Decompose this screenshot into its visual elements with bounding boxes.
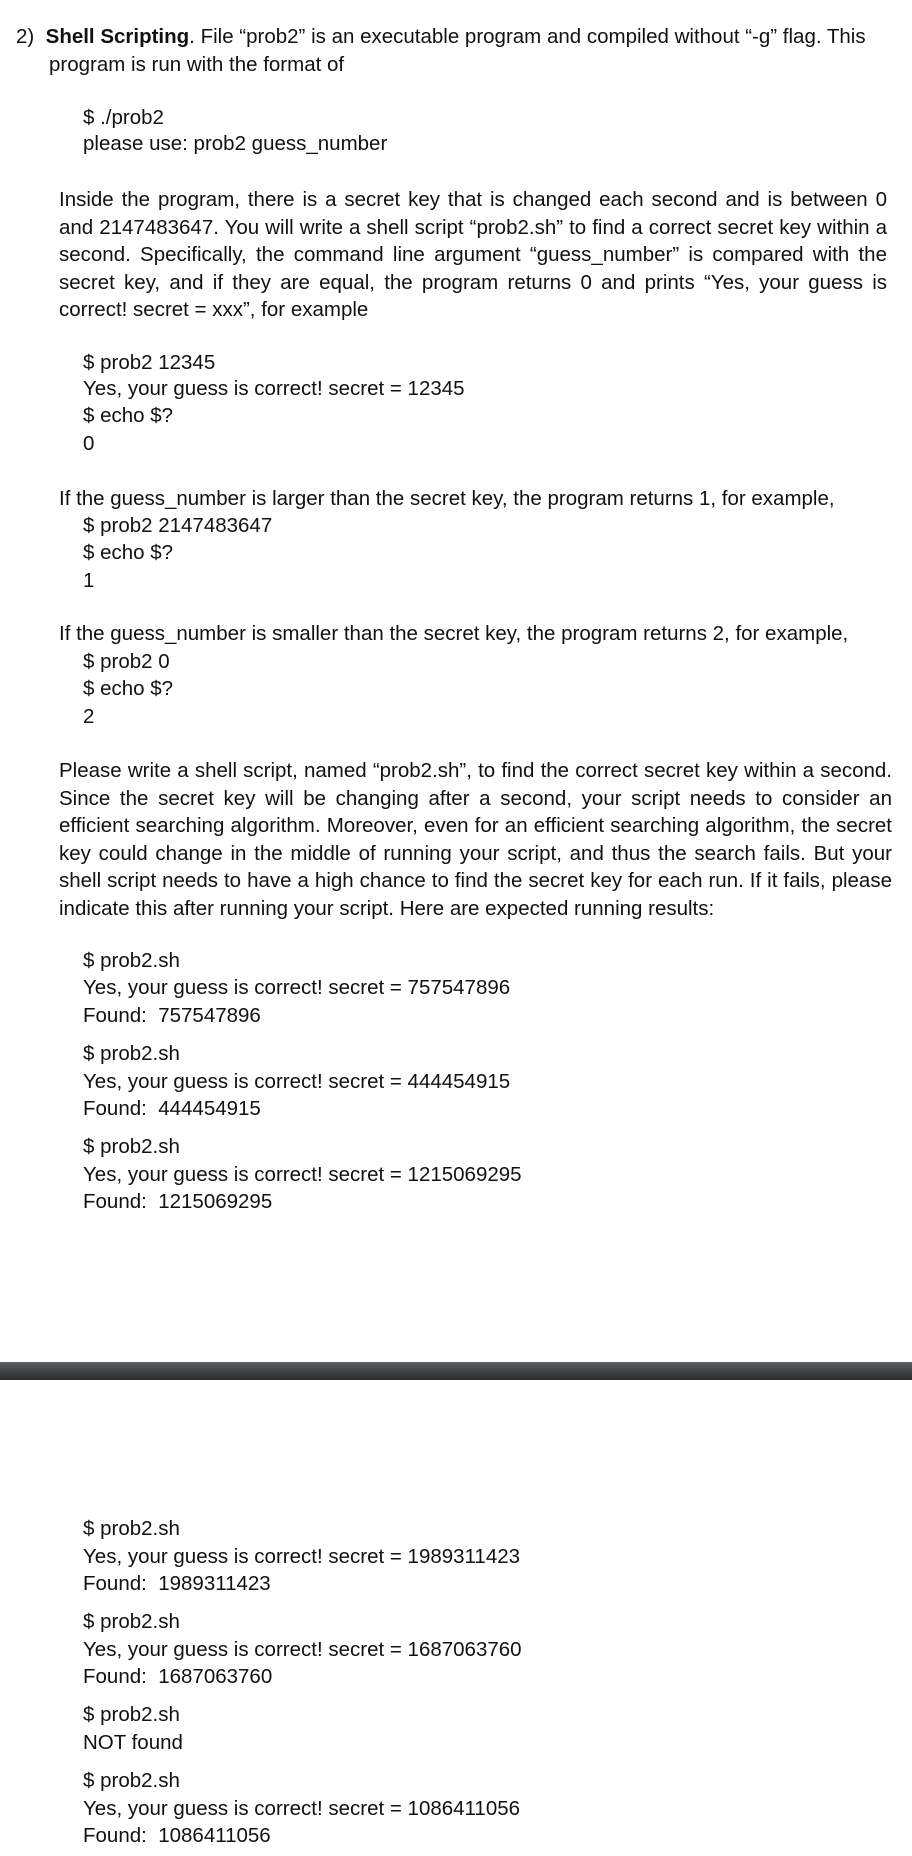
run-5-found: Found: 1687063760 — [83, 1665, 273, 1688]
run-4-output: Yes, your guess is correct! secret = 1989311423 — [83, 1545, 521, 1568]
run-7-found: Found: 1086411056 — [83, 1824, 271, 1847]
example-equal-output: Yes, your guess is correct! secret = 12345 — [83, 377, 465, 400]
run-1-found: Found: 757547896 — [83, 1004, 261, 1027]
question-number: 2) — [16, 25, 35, 48]
run-6-output: NOT found — [83, 1731, 183, 1754]
run-3-found: Found: 1215069295 — [83, 1190, 273, 1213]
smaller-description: If the guess_number is smaller than the secret key, the program returns 2, for example, — [59, 622, 849, 645]
paragraph-secret-key: Inside the program, there is a secret key that is changed each second and is between 0 and 2147483647. You will write a shell script “prob2.sh” to find a correct secret key within a second. Specifically, the command line argument “guess_number” is compared with the secret key, and if they are equal, the program returns 0 and prints “Yes, your guess is correct! secret = xxx”, for example — [59, 188, 887, 321]
run-3-output: Yes, your guess is correct! secret = 1215069295 — [83, 1163, 522, 1186]
example-smaller-cmd: $ prob2 0 — [83, 650, 170, 673]
example-smaller-code: 2 — [83, 705, 95, 728]
run-4-command: $ prob2.sh — [83, 1517, 180, 1540]
run-2-output: Yes, your guess is correct! secret = 444454915 — [83, 1070, 511, 1093]
example-smaller-echo: $ echo $? — [83, 677, 174, 700]
question-intro: . File “prob2” is an executable program and compiled without “-g” flag. This — [189, 25, 866, 48]
run-5-output: Yes, your guess is correct! secret = 1687063760 — [83, 1638, 522, 1661]
run-6-command: $ prob2.sh — [83, 1703, 180, 1726]
run-4-found: Found: 1989311423 — [83, 1572, 271, 1595]
question-heading — [16, 24, 866, 50]
question-title: Shell Scripting — [45, 25, 190, 48]
paragraph-instructions: Please write a shell script, named “prob2.sh”, to find the correct secret key within a second. Since the secret key will be changing after a second, your script needs to consider an efficient searching algorithm. Moreover, even for an efficient searching algorithm, the secret key could change in the middle of running your script, and thus the search fails. But your shell script needs to have a high chance to find the secret key for each run. If it fails, please indicate this after running your script. Here are expected running results: — [59, 759, 892, 920]
usage-command: $ ./prob2 — [83, 106, 164, 129]
larger-description: If the guess_number is larger than the secret key, the program returns 1, for example, — [59, 487, 835, 510]
example-equal-cmd: $ prob2 12345 — [83, 351, 216, 374]
document-page-2 — [0, 1380, 912, 1856]
run-7-command: $ prob2.sh — [83, 1769, 180, 1792]
example-larger-cmd: $ prob2 2147483647 — [83, 514, 273, 537]
run-1-output: Yes, your guess is correct! secret = 757547896 — [83, 976, 511, 999]
usage-output: please use: prob2 guess_number — [83, 132, 388, 155]
run-7-output: Yes, your guess is correct! secret = 1086411056 — [83, 1797, 521, 1820]
example-equal-code: 0 — [83, 432, 95, 455]
run-2-found: Found: 444454915 — [83, 1097, 261, 1120]
run-3-command: $ prob2.sh — [83, 1135, 180, 1158]
example-larger-code: 1 — [83, 569, 95, 592]
run-1-command: $ prob2.sh — [83, 949, 180, 972]
question-intro-line2: program is run with the format of — [49, 53, 345, 76]
run-2-command: $ prob2.sh — [83, 1042, 180, 1065]
example-equal-echo: $ echo $? — [83, 404, 174, 427]
page-break-divider — [0, 1362, 912, 1380]
run-5-command: $ prob2.sh — [83, 1610, 180, 1633]
example-larger-echo: $ echo $? — [83, 541, 174, 564]
